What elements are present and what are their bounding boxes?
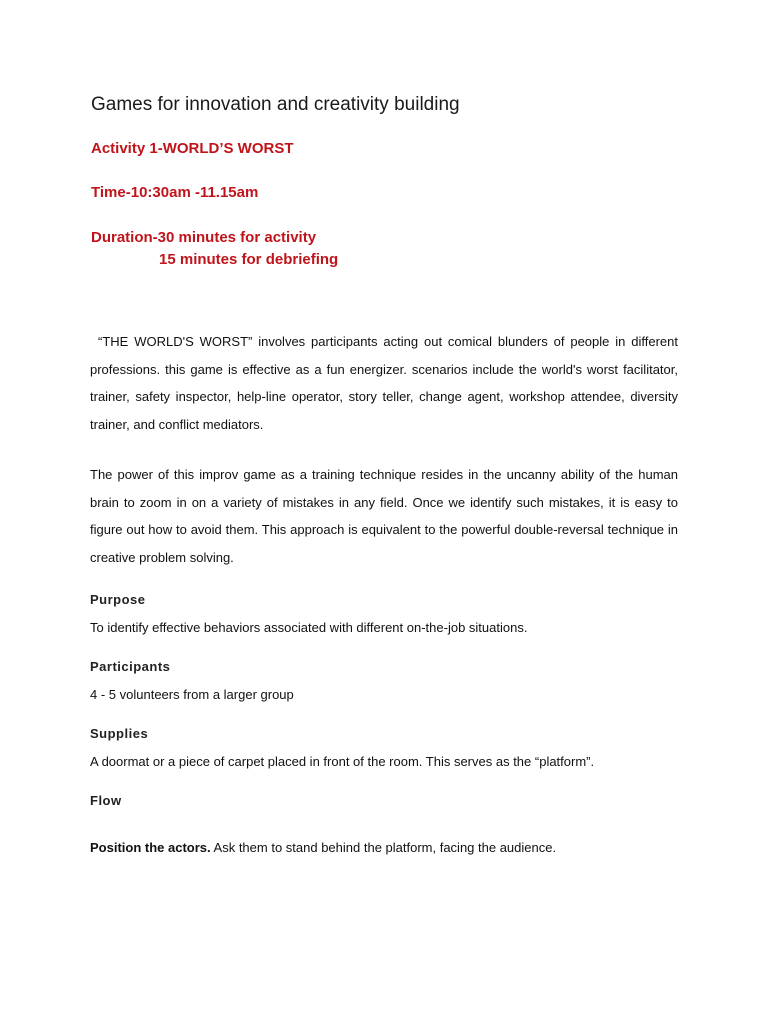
activity-heading: Activity 1-WORLD’S WORST bbox=[91, 140, 294, 157]
flow-step-text: Ask them to stand behind the platform, facing the audience. bbox=[210, 840, 557, 855]
flow-step-label: Position the actors. bbox=[90, 840, 211, 855]
purpose-heading: Purpose bbox=[90, 592, 146, 607]
document-title: Games for innovation and creativity building bbox=[91, 94, 460, 115]
supplies-heading: Supplies bbox=[90, 726, 149, 741]
duration-heading: Duration-30 minutes for activity bbox=[91, 229, 317, 246]
flow-heading: Flow bbox=[90, 793, 122, 808]
participants-heading: Participants bbox=[90, 659, 171, 674]
supplies-text: A doormat or a piece of carpet placed in front of the room. This serves as the “platform”. bbox=[90, 754, 595, 769]
time-heading: Time-10:30am -11.15am bbox=[91, 184, 259, 201]
purpose-text: To identify effective behaviors associated with different on-the-job situations. bbox=[90, 620, 528, 635]
debriefing-heading: 15 minutes for debriefing bbox=[159, 251, 339, 268]
power-paragraph: The power of this improv game as a training technique resides in the uncanny ability of the human brain to zoom in on a variety of mistakes in any field. Once we identify such mistakes, it is easy to figure out how to avoid them. This approach is equivalent to the powerful double-reversal technique in creative problem solving. bbox=[90, 467, 678, 565]
flow-step bbox=[90, 840, 556, 855]
intro-paragraph: “THE WORLD'S WORST” involves participants acting out comical blunders of people in different professions. this game is effective as a fun energizer. scenarios include the world's worst facilitator, trainer, safety inspector, help-line operator, story teller, change agent, workshop attendee, diversity trainer, and conflict mediators. bbox=[90, 334, 678, 432]
participants-text: 4 - 5 volunteers from a larger group bbox=[90, 687, 294, 702]
